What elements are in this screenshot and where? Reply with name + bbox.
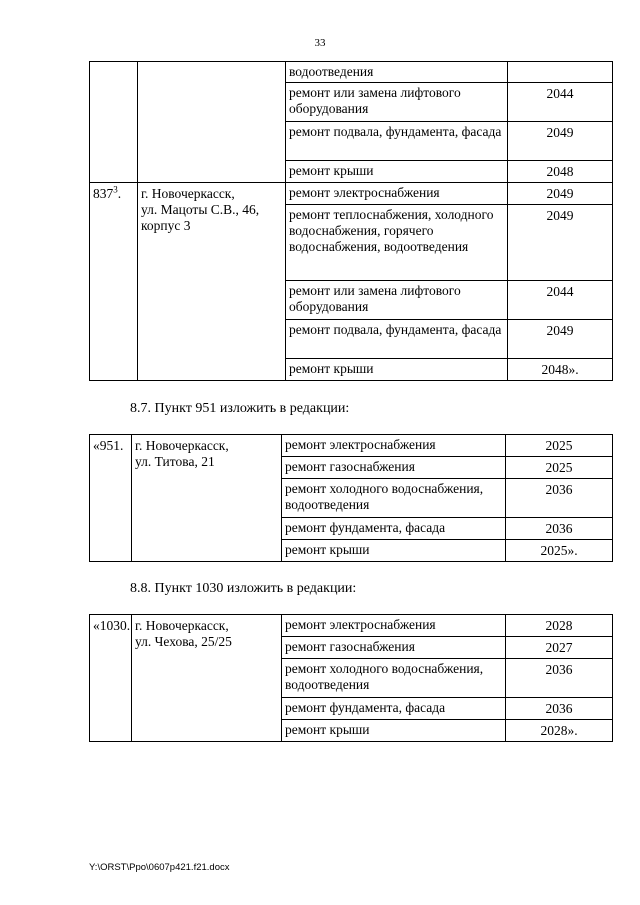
table-row — [90, 183, 613, 205]
entry-number: «951. — [90, 435, 132, 562]
work-cell: ремонт электроснабжения — [282, 435, 506, 457]
work-cell: ремонт или замена лифтового оборудования — [286, 83, 508, 122]
paragraph-8-8: 8.8. Пункт 1030 изложить в редакции: — [130, 581, 357, 596]
table-row — [90, 435, 613, 457]
year-cell: 2025 — [506, 457, 613, 479]
year-cell: 2049 — [508, 122, 613, 161]
work-cell: водоотведения — [286, 62, 508, 83]
year-cell: 2036 — [506, 659, 613, 698]
work-cell: ремонт крыши — [282, 540, 506, 562]
work-cell: ремонт подвала, фундамента, фасада — [286, 320, 508, 359]
work-cell: ремонт или замена лифтового оборудования — [286, 281, 508, 320]
paragraph-8-7: 8.7. Пункт 951 изложить в редакции: — [130, 401, 350, 416]
num-cell — [90, 62, 138, 183]
entry-address: г. Новочеркасск, ул. Мацоты С.В., 46, корпус 3 — [138, 183, 286, 381]
year-cell — [508, 62, 613, 83]
year-cell: 2049 — [508, 320, 613, 359]
year-cell: 2028». — [506, 720, 613, 742]
year-cell: 2027 — [506, 637, 613, 659]
entry-number: $837^3$. — [90, 183, 138, 381]
work-cell: ремонт крыши — [286, 161, 508, 183]
year-cell: 2025». — [506, 540, 613, 562]
work-cell: ремонт подвала, фундамента, фасада — [286, 122, 508, 161]
table-row — [90, 62, 613, 83]
table-row — [90, 615, 613, 637]
work-cell: ремонт электроснабжения — [286, 183, 508, 205]
table-entry-837-3 — [89, 61, 613, 381]
entry-address: г. Новочеркасск, ул. Титова, 21 — [132, 435, 282, 562]
table-entry-1030 — [89, 614, 613, 742]
year-cell: 2049 — [508, 205, 613, 281]
work-cell: ремонт крыши — [282, 720, 506, 742]
year-cell: 2036 — [506, 698, 613, 720]
work-cell: ремонт газоснабжения — [282, 637, 506, 659]
year-cell: 2048». — [508, 359, 613, 381]
work-cell: ремонт фундамента, фасада — [282, 518, 506, 540]
year-cell: 2049 — [508, 183, 613, 205]
work-cell: ремонт фундамента, фасада — [282, 698, 506, 720]
entry-address: г. Новочеркасск, ул. Чехова, 25/25 — [132, 615, 282, 742]
page-number: 33 — [314, 37, 326, 49]
entry-number: «1030. — [90, 615, 132, 742]
work-cell: ремонт крыши — [286, 359, 508, 381]
year-cell: 2028 — [506, 615, 613, 637]
work-cell: ремонт электроснабжения — [282, 615, 506, 637]
file-path-footer: Y:\ORST\Ppo\0607p421.f21.docx — [89, 862, 230, 873]
year-cell: 2044 — [508, 83, 613, 122]
work-cell: ремонт газоснабжения — [282, 457, 506, 479]
year-cell: 2025 — [506, 435, 613, 457]
work-cell: ремонт теплоснабжения, холодного водоснабжения, горячего водоснабжения, водоотведения — [286, 205, 508, 281]
work-cell: ремонт холодного водоснабжения, водоотведения — [282, 659, 506, 698]
work-cell: ремонт холодного водоснабжения, водоотведения — [282, 479, 506, 518]
year-cell: 2048 — [508, 161, 613, 183]
year-cell: 2036 — [506, 518, 613, 540]
year-cell: 2036 — [506, 479, 613, 518]
address-cell — [138, 62, 286, 183]
table-entry-951 — [89, 434, 613, 562]
year-cell: 2044 — [508, 281, 613, 320]
